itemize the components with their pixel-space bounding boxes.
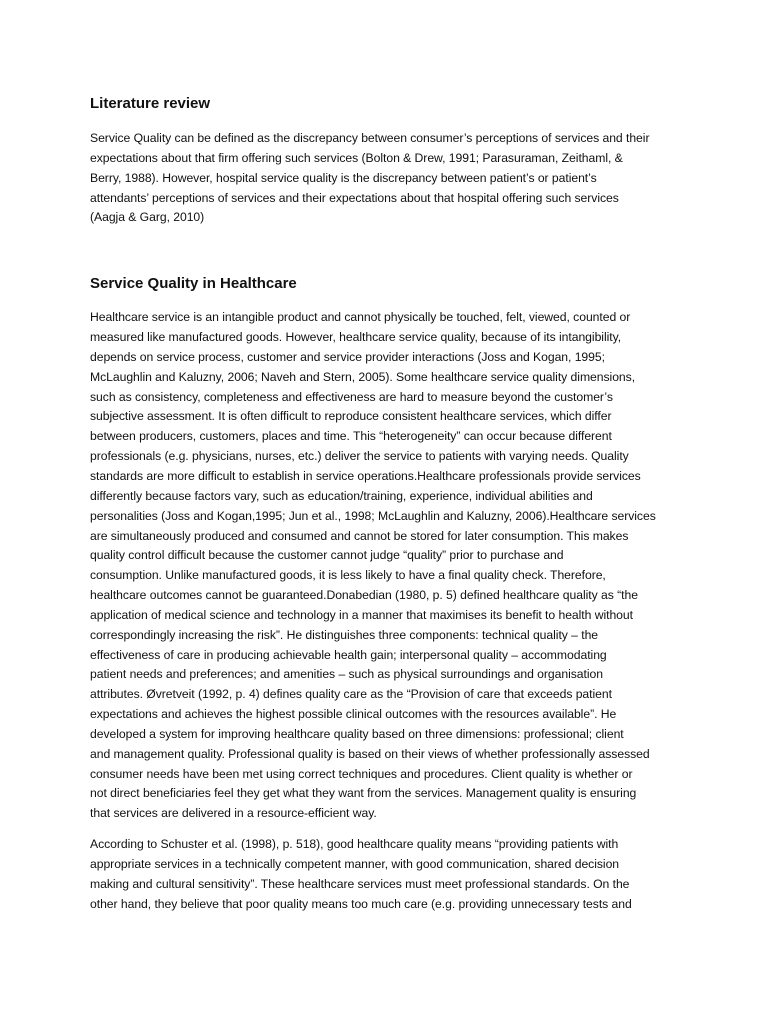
heading-literature-review: Literature review (90, 95, 211, 112)
text-line: appropriate services in a technically competent manner, with good communication, shared decision (90, 857, 620, 871)
text-line: are simultaneously produced and consumed and cannot be stored for later consumption. This makes (90, 528, 629, 543)
text-line: not direct beneficiaries feel they get what they want from the services. Management quality is ensuring (90, 786, 637, 801)
text-line: application of medical science and technology in a manner that maximises its benefit to health without (90, 607, 633, 622)
text-line: measured like manufactured goods. However, healthcare service quality, because of its intangibility, (90, 330, 622, 345)
text-line: personalities (Joss and Kogan,1995; Jun et al., 1998; McLaughlin and Kaluzny, 2006).Healthcare services (90, 508, 656, 523)
text-line: quality control difficult because the customer cannot judge “quality” prior to purchase and (90, 548, 564, 563)
text-line: consumer needs have been met using correct techniques and procedures. Client quality is whether or (90, 766, 633, 781)
text-line: consumption. Unlike manufactured goods, it is less likely to have a final quality check. Therefore, (90, 568, 606, 583)
heading-service-quality-healthcare: Service Quality in Healthcare (90, 275, 297, 293)
text-line: healthcare outcomes cannot be guaranteed.Donabedian (1980, p. 5) defined healthcare quality as “the (90, 588, 638, 603)
paragraph-intro (90, 129, 670, 228)
text-line: expectations and achieves the highest possible clinical outcomes with the resources available”. He (90, 707, 617, 722)
text-line: McLaughlin and Kaluzny, 2006; Naveh and Stern, 2005). Some healthcare service quality dimensions, (90, 369, 636, 384)
text-line: expectations about that firm offering such services (Bolton & Drew, 1991; Parasuraman, Zeithaml, & (90, 150, 623, 165)
text-line: patient needs and preferences; and amenities – such as physical surroundings and organisation (90, 667, 603, 682)
text-line: attendants’ perceptions of services and their expectations about that hospital offering such services (90, 190, 619, 205)
text-line: Berry, 1988). However, hospital service quality is the discrepancy between patient’s or patient’s (90, 170, 597, 185)
paragraph-healthcare (90, 308, 670, 824)
text-line: depends on service process, customer and service provider interactions (Joss and Kogan, 1995; (90, 349, 605, 364)
paragraph-schuster (90, 835, 670, 914)
text-line: standards are more difficult to establish in service operations.Healthcare professionals provide services (90, 468, 641, 483)
text-line: making and cultural sensitivity”. These healthcare services must meet professional standards. On the (90, 876, 630, 891)
text-line: differently because factors vary, such as education/training, experience, individual abilities and (90, 488, 593, 503)
text-line: (Aagja & Garg, 2010) (90, 210, 205, 225)
text-line: that services are delivered in a resource-efficient way. (90, 806, 377, 821)
text-line: subjective assessment. It is often difficult to reproduce consistent healthcare services, which differ (90, 409, 612, 424)
document-page (90, 94, 670, 915)
text-line: and management quality. Professional quality is based on their views of whether professionally assessed (90, 746, 650, 761)
text-line: attributes. Øvretveit (1992, p. 4) defines quality care as the “Provision of care that exceeds patient (90, 687, 612, 702)
text-line: such as consistency, completeness and effectiveness are hard to measure beyond the customer’s (90, 389, 613, 404)
text-line: between producers, customers, places and time. This “heterogeneity” can occur because different (90, 429, 612, 444)
text-line: developed a system for improving healthcare quality based on three dimensions: professional; client (90, 726, 624, 741)
text-line: effectiveness of care in producing achievable health gain; interpersonal quality – accommodating (90, 647, 607, 662)
text-line: correspondingly increasing the risk”. He distinguishes three components: technical quality – the (90, 627, 599, 642)
text-line: professionals (e.g. physicians, nurses, etc.) deliver the service to patients with varying needs. Quality (90, 449, 629, 464)
text-line: Service Quality can be defined as the discrepancy between consumer’s perceptions of services and their (90, 131, 650, 145)
text-line: Healthcare service is an intangible product and cannot physically be touched, felt, viewed, counted or (90, 310, 631, 325)
text-line: According to Schuster et al. (1998), p. 518), good healthcare quality means “providing patients with (90, 837, 619, 852)
text-line: other hand, they believe that poor quality means too much care (e.g. providing unnecessary tests and (90, 896, 632, 911)
